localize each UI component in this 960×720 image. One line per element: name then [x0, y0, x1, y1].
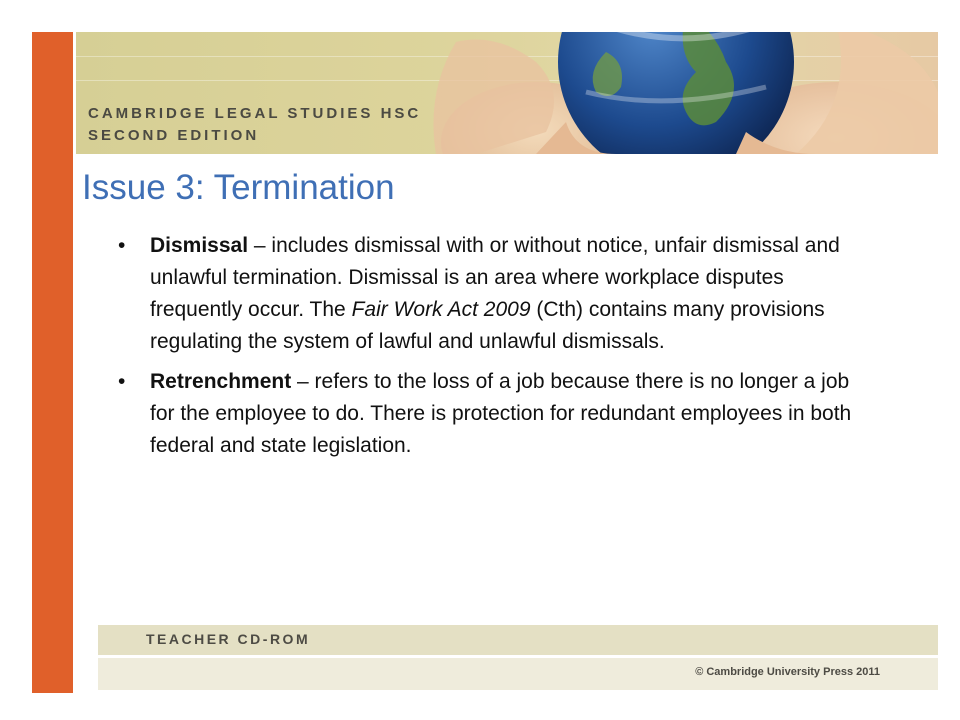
orange-sidebar [32, 32, 73, 693]
bullet-text: (Cth) contains many provisions regulating the system of lawful and unlawful dismissals. [150, 298, 825, 353]
hands-holding-globe-icon [416, 32, 938, 154]
bullet-text: – refers to the loss of a job because there is no longer a job for the employee to do. There is protection for redundant employees in both federal and state legislation. [150, 370, 852, 457]
bullet-item-dismissal [118, 230, 858, 358]
bullet-dot-icon: • [118, 370, 126, 393]
bullet-item-retrenchment [118, 366, 858, 462]
copyright-band [98, 658, 938, 690]
bullet-term: Retrenchment [150, 370, 292, 393]
bullet-term: Dismissal [150, 234, 249, 257]
header-banner [76, 32, 938, 154]
banner-series-title: CAMBRIDGE LEGAL STUDIES HSC [88, 105, 422, 122]
bullet-text: – includes dismissal with or without notice, unfair dismissal and unlawful termination. Dismissal is an area where workplace disputes frequently occur. The [150, 234, 840, 321]
footer-band [98, 625, 938, 655]
act-title: Fair Work Act 2009 [351, 298, 531, 321]
footer-label: TEACHER CD-ROM [146, 631, 311, 647]
bullet-dot-icon: • [118, 234, 126, 257]
copyright-notice: © Cambridge University Press 2011 [695, 666, 880, 678]
slide-title: Issue 3: Termination [82, 168, 395, 207]
bullet-list [118, 230, 858, 470]
banner-edition: SECOND EDITION [88, 127, 260, 144]
